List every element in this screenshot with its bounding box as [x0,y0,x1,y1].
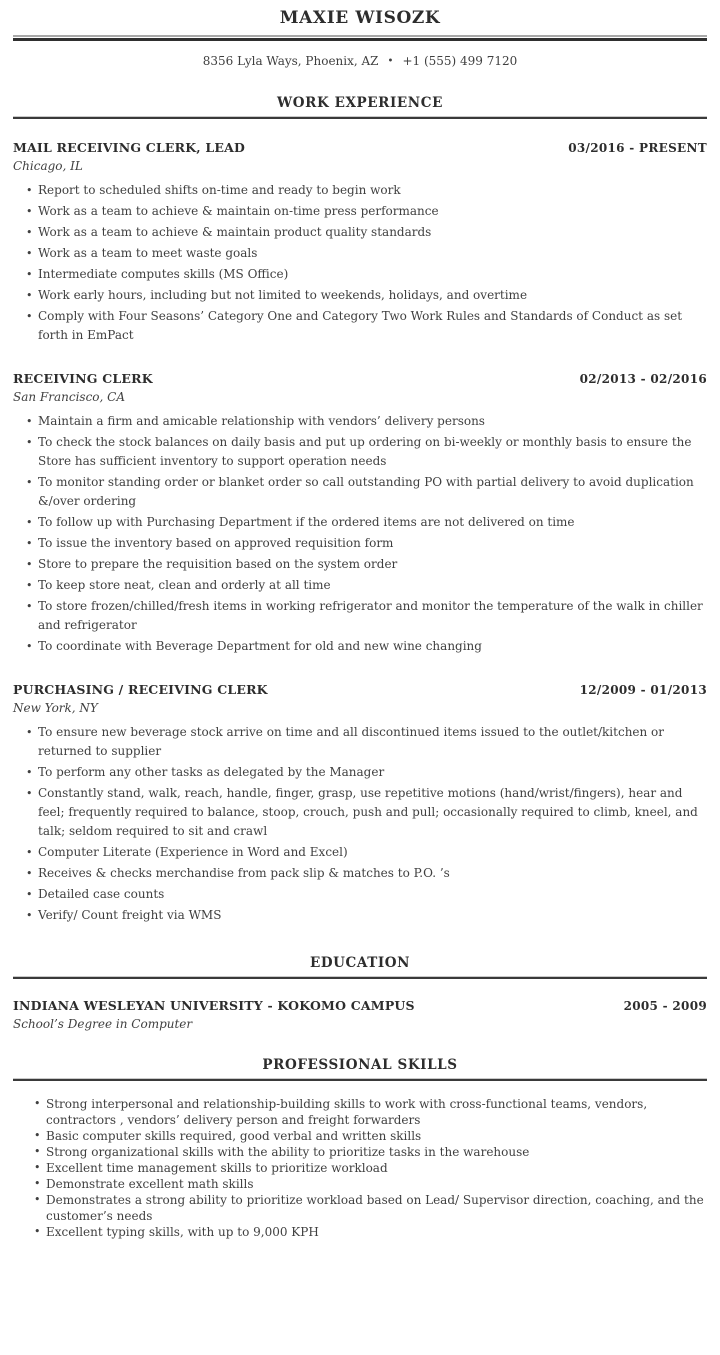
bullet-item: • To coordinate with Beverage Department for old and new wine changing [26,637,707,656]
bullet-item: • Comply with Four Seasons’ Category One and Category Two Work Rules and Standards of Conduct as set forth in EmPact [26,307,707,345]
job-bullet-list [13,181,707,345]
bullet-item: • Verify/ Count freight via WMS [26,906,707,925]
bullet-item: • Work as a team to achieve & maintain on-time press performance [26,202,707,221]
header-rule-gray [13,35,707,37]
job-bullet-list [13,412,707,656]
header-rule-dark [13,38,707,41]
bullet-item: • To monitor standing order or blanket order so call outstanding PO with partial delivery to avoid duplication &/over ordering [26,473,707,511]
job-title-row [13,682,707,697]
degree-name: School’s Degree in Computer [13,1017,193,1031]
education-entry [13,998,707,1031]
separator-dot: • [387,56,394,67]
work-experience-rule [13,117,707,119]
job-title: PURCHASING / RECEIVING CLERK [13,682,268,697]
bullet-item: • To keep store neat, clean and orderly at all time [26,576,707,595]
skill-item: • Demonstrate excellent math skills [34,1176,707,1192]
job-bullet-list [13,723,707,925]
bullet-item: • To store frozen/chilled/fresh items in working refrigerator and monitor the temperature of the walk in chiller and refrigerator [26,597,707,635]
job-title: RECEIVING CLERK [13,371,153,386]
bullet-item: • Intermediate computes skills (MS Office) [26,265,707,284]
bullet-item: • Work early hours, including but not limited to weekends, holidays, and overtime [26,286,707,305]
job-dates: 02/2013 - 02/2016 [579,372,707,386]
bullet-item: • Receives & checks merchandise from pack slip & matches to P.O. ’s [26,864,707,883]
bullet-item: • To issue the inventory based on approved requisition form [26,534,707,553]
job-location: Chicago, IL [13,159,83,173]
bullet-item: • To perform any other tasks as delegated by the Manager [26,763,707,782]
bullet-item: • Constantly stand, walk, reach, handle, finger, grasp, use repetitive motions (hand/wrist/fingers), hear and feel; frequently required to balance, stoop, crouch, push and pull; occasionally required to climb, kneel, and talk; seldom required to sit and crawl [26,784,707,841]
bullet-item: • Work as a team to achieve & maintain product quality standards [26,223,707,242]
professional-skills-rule [13,1079,707,1081]
skill-item: • Strong interpersonal and relationship-building skills to work with cross-functional teams, vendors, contractors , vendors’ delivery person and freight forwarders [34,1096,707,1128]
professional-skills-heading: PROFESSIONAL SKILLS [262,1057,458,1073]
job-entry [13,140,707,345]
bullet-item: • To check the stock balances on daily basis and put up ordering on bi-weekly or monthly basis to ensure the Store has sufficient inventory to support operation needs [26,433,707,471]
job-title: MAIL RECEIVING CLERK, LEAD [13,140,246,155]
bullet-item: • Computer Literate (Experience in Word and Excel) [26,843,707,862]
bullet-item: • Maintain a firm and amicable relationship with vendors’ delivery persons [26,412,707,431]
education-title-row [13,998,707,1013]
work-experience-heading: WORK EXPERIENCE [277,95,443,111]
education-dates: 2005 - 2009 [623,999,707,1013]
bullet-item: • Store to prepare the requisition based on the system order [26,555,707,574]
bullet-item: • Report to scheduled shifts on-time and ready to begin work [26,181,707,200]
skill-item: • Basic computer skills required, good verbal and written skills [34,1128,707,1144]
job-title-row [13,140,707,155]
contact-line [13,54,707,68]
job-dates: 12/2009 - 01/2013 [579,683,707,697]
education-rule [13,977,707,979]
header-double-rule [13,35,707,41]
address-text: 8356 Lyla Ways, Phoenix, AZ [202,54,379,68]
skill-item: • Strong organizational skills with the ability to prioritize tasks in the warehouse [34,1144,707,1160]
bullet-item: • To ensure new beverage stock arrive on time and all discontinued items issued to the outlet/kitchen or returned to supplier [26,723,707,761]
school-name: INDIANA WESLEYAN UNIVERSITY - KOKOMO CAMPUS [13,998,415,1013]
skills-list [13,1096,707,1240]
education-heading: EDUCATION [309,955,411,971]
phone-text: +1 (555) 499 7120 [402,54,518,68]
candidate-name: MAXIE WISOZK [279,8,441,28]
job-title-row [13,371,707,386]
bullet-item: • Detailed case counts [26,885,707,904]
bullet-item: • Work as a team to meet waste goals [26,244,707,263]
job-dates: 03/2016 - PRESENT [568,141,707,155]
job-entry [13,682,707,925]
skill-item: • Excellent typing skills, with up to 9,000 KPH [34,1224,707,1240]
job-location: San Francisco, CA [13,390,126,404]
skill-item: • Excellent time management skills to prioritize workload [34,1160,707,1176]
skill-item: • Demonstrates a strong ability to prioritize workload based on Lead/ Supervisor direction, coaching, and the customer’s needs [34,1192,707,1224]
job-entry [13,371,707,656]
job-location: New York, NY [13,701,98,715]
bullet-item: • To follow up with Purchasing Department if the ordered items are not delivered on time [26,513,707,532]
